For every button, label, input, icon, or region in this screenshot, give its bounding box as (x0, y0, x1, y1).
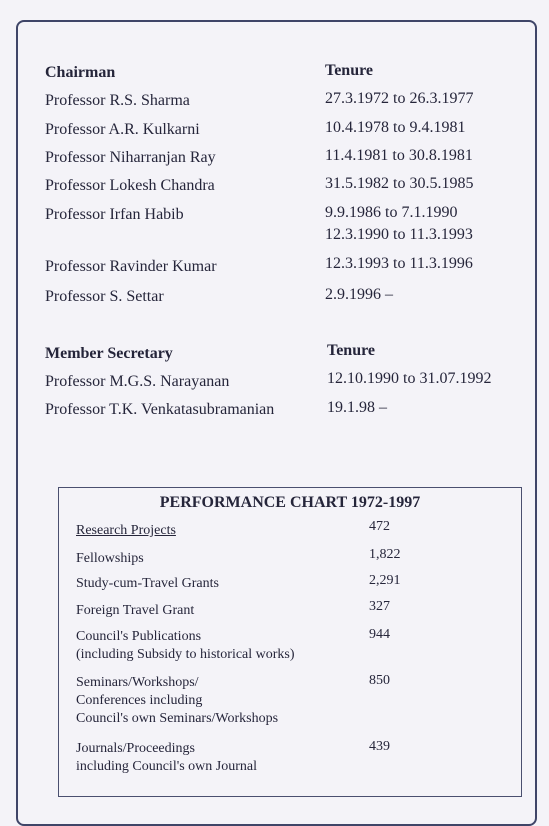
performance-label: Study-cum-Travel Grants (76, 576, 219, 591)
performance-chart-title: PERFORMANCE CHART 1972-1997 (159, 494, 421, 511)
performance-value: 850 (369, 673, 390, 688)
chairman-name: Professor R.S. Sharma (45, 92, 190, 109)
chairman-heading: Chairman (45, 64, 116, 81)
performance-value: 1,822 (369, 547, 401, 562)
chairman-name: Professor Irfan Habib (45, 206, 184, 223)
chairman-tenure: 2.9.1996 – (325, 286, 393, 303)
performance-value: 944 (369, 627, 390, 642)
chairman-tenure: 12.3.1993 to 11.3.1996 (325, 255, 473, 272)
chairman-tenure: 10.4.1978 to 9.4.1981 (325, 119, 466, 136)
chairman-tenure-heading: Tenure (325, 62, 374, 79)
chairman-name: Professor Lokesh Chandra (45, 177, 215, 194)
performance-value: 472 (369, 519, 390, 534)
member-secretary-tenure-heading: Tenure (327, 342, 376, 359)
performance-value: 2,291 (369, 573, 401, 588)
performance-label: Council's Publications (including Subsidy to historical works) (76, 629, 295, 662)
member-secretary-name: Professor M.G.S. Narayanan (45, 373, 230, 390)
chairman-tenure: 31.5.1982 to 30.5.1985 (325, 175, 474, 192)
member-secretary-name: Professor T.K. Venkatasubramanian (45, 401, 275, 418)
chairman-tenure-second: 12.3.1990 to 11.3.1993 (325, 226, 473, 243)
chairman-name: Professor A.R. Kulkarni (45, 121, 200, 138)
chairman-name: Professor Ravinder Kumar (45, 258, 217, 275)
member-secretary-tenure: 12.10.1990 to 31.07.1992 (327, 370, 492, 387)
performance-label: Seminars/Workshops/ Conferences including Council's own Seminars/Workshops (76, 675, 279, 726)
member-secretary-heading: Member Secretary (45, 345, 173, 362)
chairman-tenure: 27.3.1972 to 26.3.1977 (325, 90, 474, 107)
performance-label: Foreign Travel Grant (76, 603, 195, 618)
chairman-tenure: 9.9.1986 to 7.1.1990 (325, 204, 458, 221)
performance-value: 439 (369, 739, 390, 754)
performance-chart-box (58, 487, 522, 797)
performance-value: 327 (369, 599, 390, 614)
member-secretary-tenure: 19.1.98 – (327, 399, 387, 416)
performance-label: Fellowships (76, 551, 144, 566)
performance-label: Research Projects (76, 523, 176, 538)
chairman-name: Professor S. Settar (45, 288, 164, 305)
performance-label: Journals/Proceedings including Council's own Journal (76, 741, 258, 774)
chairman-tenure: 11.4.1981 to 30.8.1981 (325, 147, 473, 164)
chairman-name: Professor Niharranjan Ray (45, 149, 216, 166)
